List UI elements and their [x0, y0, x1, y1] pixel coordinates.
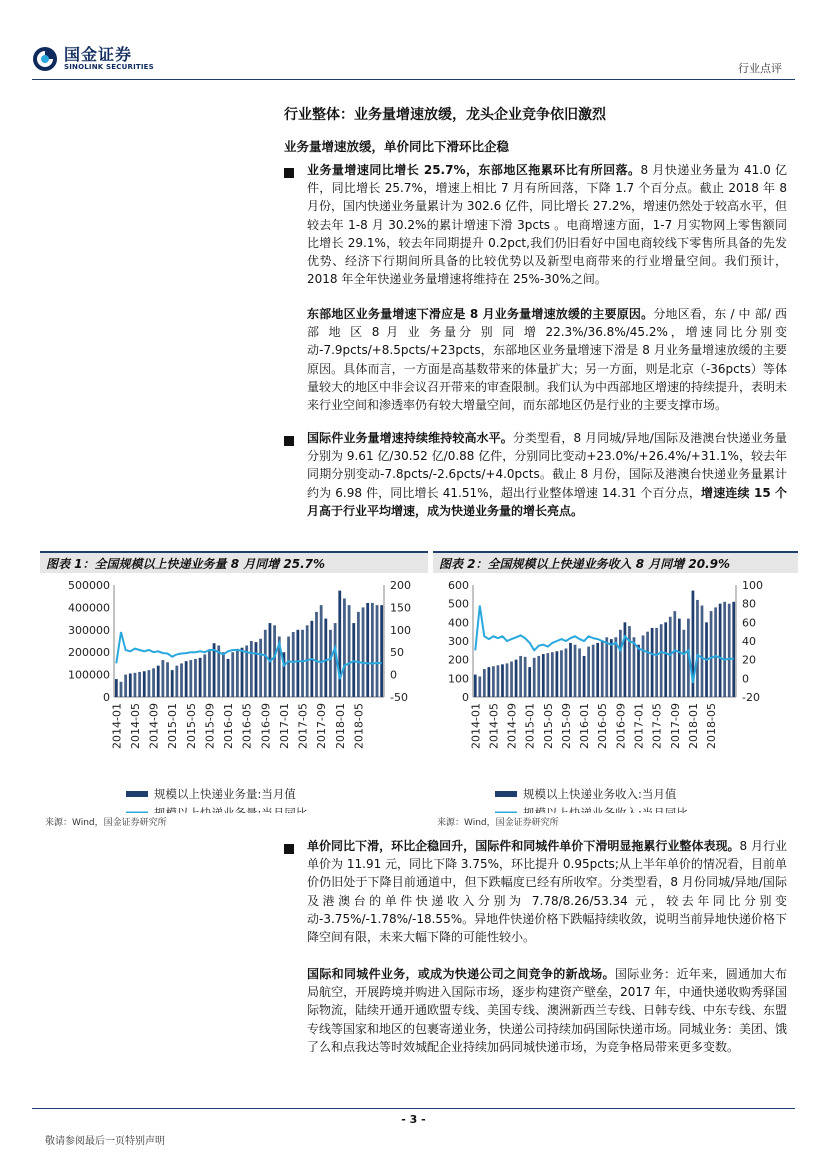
- bar: [338, 591, 341, 697]
- bar: [143, 671, 146, 697]
- bar: [728, 604, 731, 697]
- bar: [320, 605, 323, 697]
- paragraph-5-lead: 国际和同城件业务，或成为快递公司之间竞争的新战场。: [307, 967, 615, 981]
- bullet-icon: [284, 436, 294, 446]
- y-right-tick-label: -20: [742, 691, 760, 704]
- bar: [357, 612, 360, 697]
- paragraph-5-body: 国际业务：近年来，圆通加大布局航空，开展跨境并购进入国际市场，逐步构建资产壁垒，2017 年，中通快递收购秀驿国际物流，陆续开通开通欧盟专线、美国专线、澳洲新西兰专线、日韩专线、中东专线、东盟专线等国家和地区的包裹寄递业务，快递公司持续加码国际快递市场。同城业务：美团、饿了么和点我达等时效城配企业持续加码同城快递市场，为竞争格局带来更多变数。: [307, 967, 788, 1054]
- bar: [646, 632, 649, 697]
- x-tick-label: 2017-09: [315, 703, 329, 749]
- bar: [488, 667, 491, 697]
- bar: [719, 604, 722, 697]
- x-tick-label: 2015-09: [559, 703, 573, 749]
- y-right-tick-label: 100: [742, 579, 763, 592]
- bar: [199, 658, 202, 697]
- y-left-tick-label: 400000: [68, 601, 110, 615]
- bar: [583, 656, 586, 697]
- bar: [203, 654, 206, 697]
- bar: [380, 605, 383, 697]
- y-left-tick-label: 0: [462, 691, 469, 704]
- y-right-tick-label: 60: [742, 616, 756, 630]
- bar: [352, 623, 355, 697]
- bar: [366, 603, 369, 697]
- figure-1: [40, 551, 428, 817]
- y-left-tick-label: 0: [103, 691, 110, 704]
- paragraph-4-lead: 单价同比下滑，环比企稳回升，国际件和同城件单价下滑明显拖累行业整体表现。: [307, 839, 740, 853]
- bar: [619, 630, 622, 697]
- bar: [180, 663, 183, 697]
- series-line: [116, 632, 381, 679]
- legend-label-bars: 规模以上快递业务量:当月值: [154, 787, 296, 801]
- x-tick-label: 2016-01: [578, 703, 592, 749]
- bar: [574, 645, 577, 697]
- bar: [524, 657, 527, 697]
- bar: [497, 665, 500, 697]
- page-number: - 3 -: [401, 1113, 426, 1126]
- paragraph-4-body: 8 月行业单价为 11.91 元，同比下降 3.75%，环比提升 0.95pcts;从上半年单价的情况看，目前单价仍旧处于下降目前通道中，但下跌幅度已经有所收窄。分类型看，8 月份同城/异地/国际及港澳台的单件快递收入分别为 7.78/8.26/53.34 元，较去年同比分别变动-3.75%/-1.78%/-18.55%。异地件快递价格下跌幅持续收敛，说明当前异地快递价格下降空间有限，未来大幅下降的可能性较小。: [307, 839, 787, 945]
- bar: [592, 645, 595, 697]
- bar: [587, 647, 590, 697]
- bar: [348, 605, 351, 697]
- bar: [528, 667, 531, 697]
- bar: [222, 652, 225, 697]
- bar: [189, 660, 192, 697]
- x-tick-label: 2014-05: [487, 703, 501, 749]
- figure-2: [433, 551, 798, 817]
- x-tick-label: 2018-01: [333, 703, 347, 749]
- bar: [343, 598, 346, 697]
- bar: [542, 654, 545, 697]
- bar: [166, 662, 169, 697]
- x-tick-label: 2015-05: [541, 703, 555, 749]
- x-tick-label: 2016-09: [259, 703, 273, 749]
- figure-1-title: 图表 1：全国规模以上快递业务量 8 月同增 25.7%: [40, 551, 428, 573]
- y-right-tick-label: 100: [390, 623, 411, 637]
- x-tick-label: 2014-09: [147, 703, 161, 749]
- x-tick-label: 2014-01: [110, 703, 124, 749]
- legend-label-line: 规模以上快递业务收入:当月同比: [523, 806, 688, 813]
- bar: [185, 661, 188, 697]
- bar: [161, 660, 164, 697]
- paragraph-3: [307, 429, 787, 520]
- y-left-tick-label: 400: [448, 616, 469, 630]
- page-header: [0, 0, 827, 90]
- y-right-tick-label: 0: [742, 672, 749, 686]
- x-tick-label: 2017-09: [668, 703, 682, 749]
- x-tick-label: 2017-05: [650, 703, 664, 749]
- bar: [129, 673, 132, 697]
- bar: [255, 642, 258, 697]
- y-left-tick-label: 300000: [68, 623, 110, 637]
- bar: [287, 637, 290, 697]
- bar: [259, 639, 262, 697]
- bar: [701, 606, 704, 697]
- bar: [241, 648, 244, 697]
- paragraph-1-body: 8 月快递业务量为 41.0 亿件，同比增长 25.7%，增速上相比 7 月有所回落，下降 1.7 个百分点。截止 2018 年 8 月份，国内快递业务量累计为 302.6 亿件，同比增长 27.2%，增速仍然处于较高水平，但较去年 1-8 月 30.2%的累计增速下滑 3pcts 。电商增速方面，1-7 月实物网上零售额同比增长 29.1%，较去年同期提升 0.2pct,我们仍旧看好中国电商较线下零售所具备的先发优势、经济下行期间所具备的比较优势以及新型电商带来的行业增量空间。我们预计，2018 年全年快递业务量增速将维持在 25%-30%之间。: [307, 163, 787, 287]
- header-divider: [32, 79, 795, 80]
- y-left-tick-label: 300: [448, 635, 469, 648]
- bar: [134, 673, 137, 697]
- bar: [628, 626, 631, 697]
- bar: [483, 669, 486, 697]
- bar: [124, 675, 127, 697]
- brand-name-en: SINOLINK SECURITIES: [64, 63, 154, 71]
- bar: [578, 648, 581, 697]
- figure-1-source: 来源：Wind，国金证券研究所: [45, 818, 167, 828]
- bar: [714, 607, 717, 697]
- x-tick-label: 2016-05: [240, 703, 254, 749]
- bar: [292, 632, 295, 697]
- bar: [732, 602, 735, 697]
- x-tick-label: 2016-05: [596, 703, 610, 749]
- y-left-tick-label: 500: [448, 597, 469, 611]
- paragraph-4: [307, 837, 787, 946]
- bar: [601, 641, 604, 697]
- bullet-icon: [284, 844, 294, 854]
- bar: [296, 630, 299, 697]
- bar: [723, 602, 726, 697]
- bar: [231, 652, 234, 697]
- footer-divider: [32, 1108, 795, 1109]
- y-right-tick-label: 20: [742, 653, 756, 667]
- paragraph-1-lead: 业务量增速同比增长 25.7%，东部地区拖累环比有所回落。: [307, 163, 641, 177]
- y-left-tick-label: 100: [448, 672, 469, 686]
- bar: [171, 670, 174, 697]
- x-tick-label: 2014-05: [128, 703, 142, 749]
- paragraph-3-lead: 国际件业务量增速持续维持较高水平。: [307, 431, 513, 445]
- y-right-tick-label: 200: [390, 579, 411, 592]
- bar: [660, 624, 663, 697]
- x-tick-label: 2018-05: [705, 703, 719, 749]
- bar: [624, 622, 627, 697]
- paragraph-3-highlight: 增速连续 15 个月高于行业平均增速，成为快递业务量的增长亮点。: [307, 485, 787, 518]
- bar: [227, 659, 230, 697]
- y-right-tick-label: -50: [390, 691, 408, 704]
- x-tick-label: 2014-09: [505, 703, 519, 749]
- figure-2-title: 图表 2：全国规模以上快递业务收入 8 月同增 20.9%: [433, 551, 798, 573]
- x-tick-label: 2017-01: [632, 703, 646, 749]
- x-tick-label: 2016-09: [614, 703, 628, 749]
- x-tick-label: 2018-05: [352, 703, 366, 749]
- bar: [501, 664, 504, 697]
- legend-bar-swatch: [495, 791, 517, 797]
- y-right-tick-label: 80: [742, 597, 756, 611]
- bullet-icon: [284, 168, 294, 178]
- y-right-tick-label: 40: [742, 635, 756, 648]
- bar: [478, 676, 481, 697]
- bar: [678, 619, 681, 697]
- bar: [208, 651, 211, 697]
- bar: [329, 630, 332, 697]
- bar: [533, 658, 536, 697]
- doc-type-label: 行业点评: [738, 62, 782, 75]
- y-right-tick-label: 150: [390, 601, 411, 615]
- x-tick-label: 2016-01: [222, 703, 236, 749]
- bar: [655, 628, 658, 697]
- bar: [376, 605, 379, 697]
- figure-2-source: 来源：Wind，国金证券研究所: [437, 818, 559, 828]
- bar: [673, 611, 676, 697]
- paragraph-1: [307, 161, 787, 288]
- bar: [664, 622, 667, 697]
- bar: [556, 651, 559, 697]
- bar: [315, 612, 318, 697]
- bar: [610, 639, 613, 697]
- bar: [157, 666, 160, 697]
- legend-label-line: 规模以上快递业务量:当月同比: [154, 806, 308, 813]
- bar: [596, 643, 599, 697]
- bar: [138, 672, 141, 697]
- y-left-tick-label: 100000: [68, 668, 110, 682]
- paragraph-2-body: 分地区看，东 / 中 部/ 西 部 地 区 8 月 业 务量分 别 同 增 22.3%/36.8%/45.2%，增速同比分别变动-7.9pcts/+8.5pcts/+23pcts，东部地区业务量增速下滑是 8 月业务量增速放缓的主要原因。具体而言，一方面是高基数带来的体量扩大；另一方面，则是北京（-36pcts）等体量较大的地区中非会议召开带来的审查限制。我们认为中西部地区增速的持续提升，表明未来行业空间和渗透率仍有较大增量空间，而东部地区仍是行业的主要支撑市场。: [307, 307, 788, 413]
- bar: [194, 659, 197, 697]
- paragraph-3-body: 分类型看，8 月同城/异地/国际及港澳台快递业务量分别为 9.61 亿/30.52 亿/0.88 亿件，分别同比变动+23.0%/+26.4%/+31.1%，较去年同期分别变动-7.8pcts/-2.6pcts/+4.0pcts。截止 8 月份，国际及港澳台快递业务量累计约为 6.98 件，同比增长 41.51%，超出行业整体增速 14.31 个百分点，: [307, 431, 787, 500]
- brand-logo-icon: [32, 46, 58, 72]
- bar: [115, 679, 118, 697]
- legend-label-bars: 规模以上快递业务收入:当月值: [523, 787, 677, 801]
- bar: [637, 645, 640, 697]
- paragraph-2: [307, 305, 787, 414]
- paragraph-2-lead: 东部地区业务量增速下滑应是 8 月业务量增速放缓的主要原因。: [307, 307, 654, 321]
- bar: [642, 635, 645, 697]
- disclaimer-note: 敬请参阅最后一页特别声明: [45, 1136, 165, 1147]
- paragraph-5: [307, 965, 787, 1056]
- bar: [175, 666, 178, 697]
- brand-name-cn: 国金证券: [64, 45, 133, 64]
- bar: [510, 662, 513, 697]
- bar: [152, 668, 155, 697]
- series-line: [475, 606, 733, 684]
- bar: [696, 600, 699, 697]
- x-tick-label: 2015-01: [166, 703, 180, 749]
- x-tick-label: 2017-01: [277, 703, 291, 749]
- bar: [633, 637, 636, 697]
- bar: [362, 607, 365, 697]
- bar: [506, 663, 509, 697]
- bar: [565, 648, 568, 697]
- bar: [120, 682, 123, 697]
- section-title: 行业整体：业务量增速放缓，龙头企业竞争依旧激烈: [284, 107, 606, 123]
- bar: [273, 625, 276, 697]
- x-tick-label: 2014-01: [469, 703, 483, 749]
- bar: [148, 670, 151, 697]
- figure-1-chart: [40, 573, 428, 813]
- bar: [324, 619, 327, 697]
- y-right-tick-label: 50: [390, 646, 404, 660]
- bar: [371, 603, 374, 697]
- bar: [551, 652, 554, 697]
- x-tick-label: 2017-05: [296, 703, 310, 749]
- x-tick-label: 2018-01: [686, 703, 700, 749]
- y-left-tick-label: 200: [448, 653, 469, 667]
- y-left-tick-label: 600: [448, 579, 469, 592]
- bar: [682, 630, 685, 697]
- bar: [546, 653, 549, 697]
- bar: [264, 630, 267, 697]
- bar: [492, 666, 495, 697]
- x-tick-label: 2015-05: [184, 703, 198, 749]
- bar: [515, 660, 518, 697]
- bar: [301, 630, 304, 697]
- y-left-tick-label: 200000: [68, 646, 110, 660]
- bar: [519, 656, 522, 697]
- bar: [605, 637, 608, 697]
- bar: [560, 650, 563, 697]
- bar: [669, 617, 672, 697]
- brand-logo: [32, 46, 154, 72]
- bar: [710, 611, 713, 697]
- x-tick-label: 2015-01: [523, 703, 537, 749]
- sub-title: 业务量增速放缓，单价同比下滑环比企稳: [284, 139, 510, 154]
- bar: [651, 628, 654, 697]
- bar: [474, 675, 477, 697]
- bar: [236, 649, 239, 697]
- y-left-tick-label: 500000: [68, 579, 110, 592]
- bar: [250, 641, 253, 697]
- bar: [537, 656, 540, 697]
- legend-bar-swatch: [126, 791, 148, 797]
- x-tick-label: 2015-09: [203, 703, 217, 749]
- bar: [569, 643, 572, 697]
- y-right-tick-label: 0: [390, 668, 397, 682]
- figure-2-chart: [433, 573, 798, 813]
